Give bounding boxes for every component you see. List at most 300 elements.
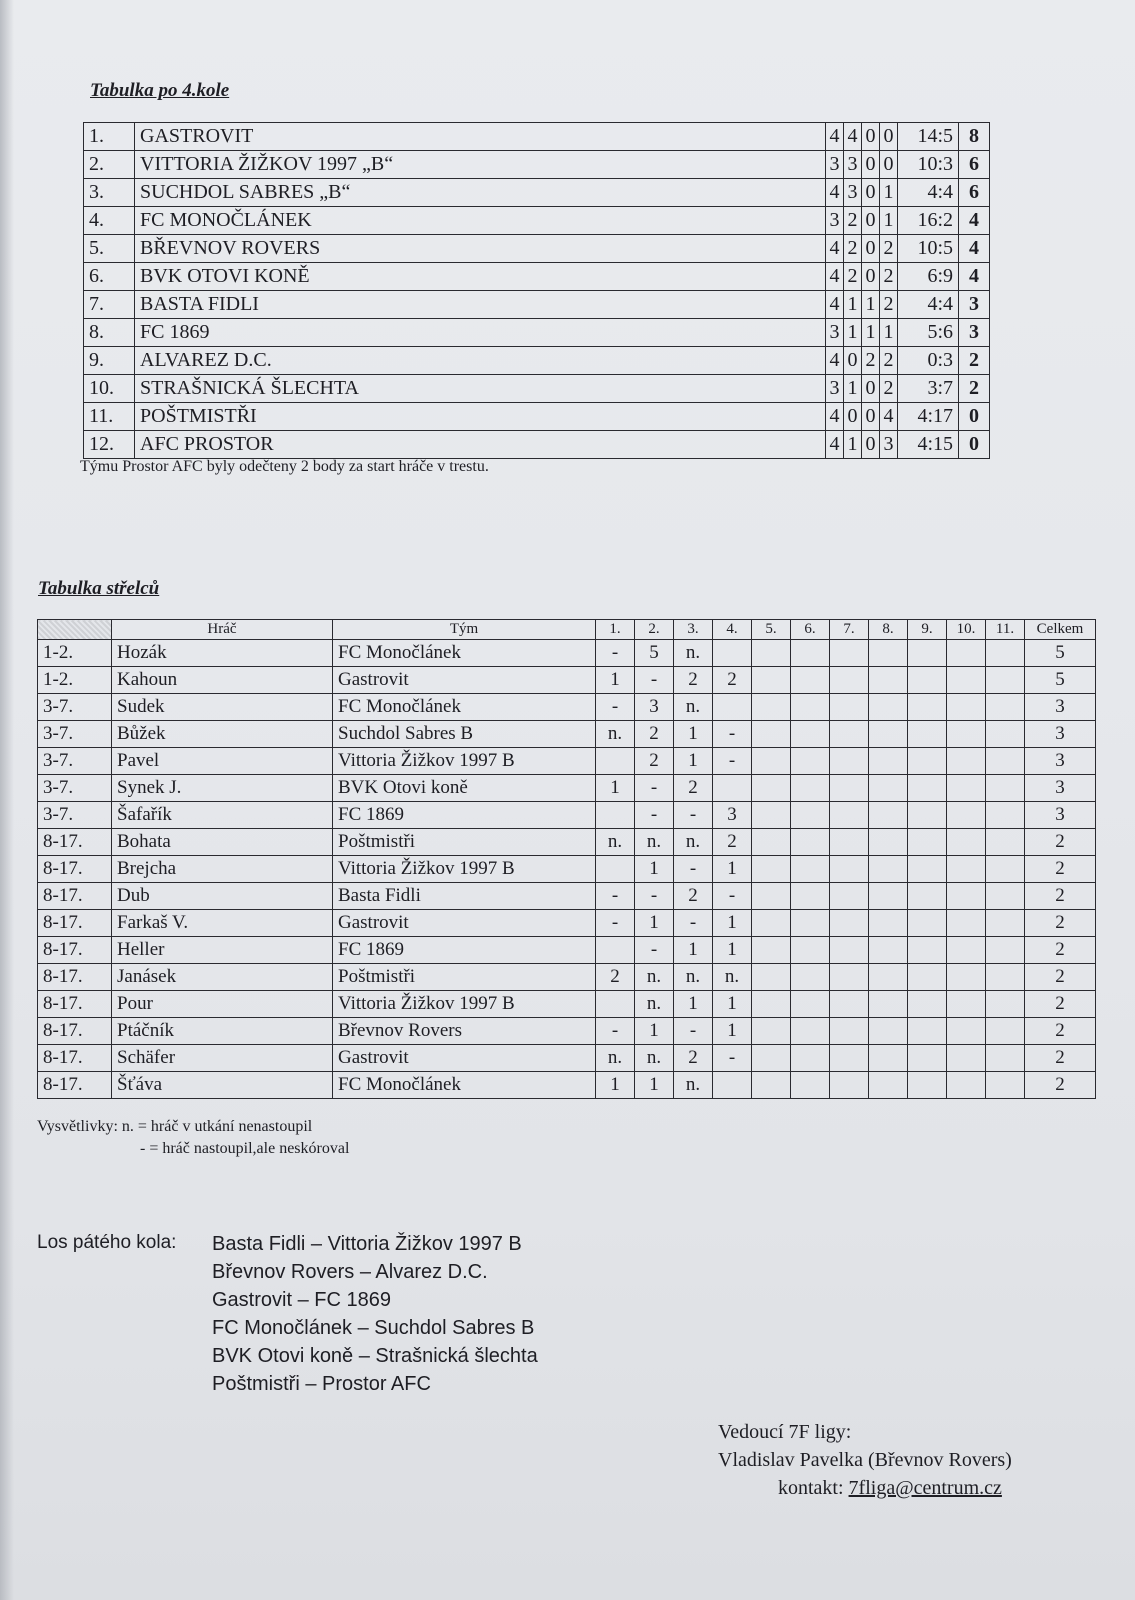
legend-line-2: - = hráč nastoupil,ale neskóroval [140,1140,350,1157]
scorer-round-goals [869,856,908,883]
scorer-round-goals [869,991,908,1018]
scorer-round-goals [830,937,869,964]
scorer-round-goals: n. [713,964,752,991]
league-score: 0:3 [898,347,959,375]
scorer-round-goals [869,802,908,829]
scorer-round-goals [596,748,635,775]
scorer-round-goals [791,721,830,748]
scorer-round-goals: 2 [674,775,713,802]
scorer-round-goals [791,856,830,883]
header-round: 7. [830,620,869,640]
header-round: 6. [791,620,830,640]
scorer-round-goals [986,829,1025,856]
scorer-round-goals: 1 [674,937,713,964]
scorer-round-goals [947,1018,986,1045]
scorer-round-goals [830,829,869,856]
scorer-rank: 8-17. [38,937,112,964]
league-rank: 1. [84,123,135,151]
scorer-round-goals [752,964,791,991]
scorer-round-goals [713,775,752,802]
scorer-total: 2 [1025,964,1096,991]
scorer-round-goals [752,667,791,694]
scorer-row [38,1072,1096,1099]
scorer-round-goals [752,883,791,910]
fixtures-list [212,1230,538,1398]
scorer-round-goals [986,937,1025,964]
scorer-player: Dub [112,883,333,910]
scorer-row [38,991,1096,1018]
scorer-total: 2 [1025,1045,1096,1072]
scorer-round-goals [947,748,986,775]
league-team: BŘEVNOV ROVERS [135,235,826,263]
scorer-rank: 8-17. [38,991,112,1018]
scorer-round-goals [908,694,947,721]
scorer-round-goals: - [674,856,713,883]
header-round: 10. [947,620,986,640]
league-team: AFC PROSTOR [135,431,826,459]
scorer-round-goals [908,640,947,667]
league-losses: 2 [880,347,898,375]
scorer-team: Poštmistři [333,829,596,856]
league-draws: 0 [862,123,880,151]
scorer-round-goals [908,1045,947,1072]
scorer-round-goals [986,721,1025,748]
scorer-round-goals [752,694,791,721]
scorer-player: Ptáčník [112,1018,333,1045]
scorer-round-goals: - [596,640,635,667]
scorer-round-goals: 2 [596,964,635,991]
league-row [84,291,990,319]
scorer-round-goals [908,937,947,964]
fixture-item: Basta Fidli – Vittoria Žižkov 1997 B [212,1233,522,1255]
league-points: 2 [959,375,990,403]
scorer-round-goals [830,991,869,1018]
scorer-round-goals: n. [635,1045,674,1072]
scorer-round-goals [947,1045,986,1072]
fixture-item: Poštmistři – Prostor AFC [212,1373,431,1395]
scorer-round-goals: 1 [596,775,635,802]
scorer-player: Heller [112,937,333,964]
scorer-round-goals: n. [635,964,674,991]
scorer-round-goals [869,748,908,775]
league-wins: 1 [844,431,862,459]
scorer-round-goals [869,1045,908,1072]
scorer-round-goals [752,910,791,937]
scorer-round-goals [752,775,791,802]
scorer-team: Vittoria Žižkov 1997 B [333,856,596,883]
header-round: 4. [713,620,752,640]
league-points: 6 [959,179,990,207]
scorer-round-goals: n. [674,694,713,721]
scorer-round-goals [986,856,1025,883]
league-rank: 3. [84,179,135,207]
scorer-round-goals [986,802,1025,829]
scorer-rank: 3-7. [38,802,112,829]
league-score: 4:17 [898,403,959,431]
league-losses: 4 [880,403,898,431]
scorer-player: Bohata [112,829,333,856]
league-points: 0 [959,403,990,431]
contact-email-link[interactable]: 7fliga@centrum.cz [848,1477,1002,1499]
organizer-name: Vladislav Pavelka (Břevnov Rovers) [718,1449,1012,1471]
scorer-round-goals [791,883,830,910]
scorer-round-goals [908,667,947,694]
scorer-round-goals: 1 [635,910,674,937]
scorer-player: Brejcha [112,856,333,883]
scorer-player: Šťáva [112,1072,333,1099]
scorer-round-goals: 2 [713,667,752,694]
scorer-round-goals [908,991,947,1018]
scorer-row [38,883,1096,910]
league-draws: 0 [862,263,880,291]
scorer-round-goals [830,1072,869,1099]
league-rank: 8. [84,319,135,347]
scorers-table-title: Tabulka střelců [38,578,160,599]
league-played: 4 [826,123,844,151]
scorer-round-goals [830,775,869,802]
scorer-team: Gastrovit [333,910,596,937]
scorer-round-goals [791,640,830,667]
scorer-team: Vittoria Žižkov 1997 B [333,748,596,775]
scorer-round-goals [986,1018,1025,1045]
league-wins: 3 [844,151,862,179]
scorer-total: 5 [1025,667,1096,694]
scorer-round-goals: - [635,937,674,964]
scorer-round-goals [830,667,869,694]
scorer-round-goals [908,964,947,991]
league-row [84,123,990,151]
scorer-total: 3 [1025,694,1096,721]
scorer-round-goals: 1 [674,991,713,1018]
scorer-round-goals [752,721,791,748]
scorer-player: Schäfer [112,1045,333,1072]
scorer-round-goals [791,829,830,856]
scorer-player: Synek J. [112,775,333,802]
league-wins: 2 [844,207,862,235]
scorer-round-goals: - [635,802,674,829]
league-points: 8 [959,123,990,151]
scorer-row [38,775,1096,802]
scorer-round-goals [908,721,947,748]
scorer-round-goals: n. [674,964,713,991]
scorer-round-goals: 1 [635,1018,674,1045]
league-losses: 2 [880,235,898,263]
league-team: GASTROVIT [135,123,826,151]
scorer-rank: 8-17. [38,964,112,991]
header-round: 2. [635,620,674,640]
scorer-round-goals: 1 [713,937,752,964]
league-score: 4:4 [898,291,959,319]
scorer-round-goals [947,910,986,937]
league-rank: 7. [84,291,135,319]
league-points: 4 [959,263,990,291]
scorer-total: 5 [1025,640,1096,667]
league-draws: 0 [862,235,880,263]
scorer-round-goals: n. [674,829,713,856]
scorer-round-goals [908,910,947,937]
league-team: FC 1869 [135,319,826,347]
scorer-round-goals [947,991,986,1018]
league-wins: 1 [844,291,862,319]
league-wins: 0 [844,347,862,375]
league-row [84,431,990,459]
league-played: 3 [826,207,844,235]
scorer-rank: 8-17. [38,1018,112,1045]
scorer-round-goals [908,829,947,856]
scorer-round-goals [869,937,908,964]
scorer-round-goals [830,1045,869,1072]
league-score: 6:9 [898,263,959,291]
league-score: 16:2 [898,207,959,235]
league-wins: 2 [844,263,862,291]
scorer-rank: 8-17. [38,883,112,910]
scorer-round-goals [791,802,830,829]
league-row [84,207,990,235]
scorer-round-goals [947,802,986,829]
league-team: FC MONOČLÁNEK [135,207,826,235]
league-played: 3 [826,151,844,179]
league-losses: 0 [880,151,898,179]
fixture-item: FC Monočlánek – Suchdol Sabres B [212,1317,535,1339]
league-draws: 2 [862,347,880,375]
scorer-round-goals [791,991,830,1018]
legend-n: n. = hráč v utkání nenastoupil [121,1118,313,1135]
league-score: 4:4 [898,179,959,207]
header-round: 9. [908,620,947,640]
scorer-round-goals: - [635,883,674,910]
scorer-row [38,937,1096,964]
league-row [84,263,990,291]
scorer-total: 2 [1025,856,1096,883]
scorer-round-goals: 1 [713,1018,752,1045]
scorer-round-goals: - [635,667,674,694]
league-row [84,375,990,403]
scorer-team: FC Monočlánek [333,1072,596,1099]
scorer-round-goals [791,775,830,802]
scorer-round-goals [869,694,908,721]
scorers-table [37,619,1096,1099]
scorer-round-goals [869,1018,908,1045]
scorer-round-goals [986,991,1025,1018]
scorer-rank: 8-17. [38,1072,112,1099]
scorer-row [38,640,1096,667]
scorer-round-goals [869,964,908,991]
scorer-total: 3 [1025,721,1096,748]
league-score: 3:7 [898,375,959,403]
scorer-rank: 8-17. [38,829,112,856]
scorer-round-goals: 2 [635,748,674,775]
league-rank: 6. [84,263,135,291]
scorer-team: FC Monočlánek [333,694,596,721]
scorer-round-goals [869,910,908,937]
scorer-player: Sudek [112,694,333,721]
scorer-round-goals [869,721,908,748]
scorer-round-goals [752,1045,791,1072]
scorer-round-goals [830,910,869,937]
scorer-rank: 3-7. [38,694,112,721]
scorer-round-goals: - [674,1018,713,1045]
scorer-round-goals [869,775,908,802]
league-wins: 4 [844,123,862,151]
scorer-round-goals: - [713,883,752,910]
scorer-round-goals [830,802,869,829]
scorer-round-goals [947,721,986,748]
scorer-round-goals: - [596,1018,635,1045]
scorer-round-goals [791,1072,830,1099]
scorer-round-goals [908,775,947,802]
scorer-round-goals [830,1018,869,1045]
scorer-round-goals: 1 [635,1072,674,1099]
scorer-round-goals [752,640,791,667]
league-losses: 3 [880,431,898,459]
scorer-round-goals: n. [674,640,713,667]
scorer-round-goals [986,694,1025,721]
scorer-round-goals [986,1045,1025,1072]
scorer-round-goals [791,964,830,991]
header-round: 8. [869,620,908,640]
league-wins: 3 [844,179,862,207]
scorer-round-goals [791,910,830,937]
scorer-round-goals [908,883,947,910]
league-draws: 0 [862,179,880,207]
scorer-round-goals: 2 [635,721,674,748]
scorer-round-goals: 5 [635,640,674,667]
scorer-rank: 8-17. [38,1045,112,1072]
scorer-round-goals: - [596,910,635,937]
scorer-round-goals [947,937,986,964]
scorer-team: Poštmistři [333,964,596,991]
scorer-row [38,748,1096,775]
scorer-round-goals: n. [635,829,674,856]
scorer-round-goals: - [713,721,752,748]
scorers-header-row [38,620,1096,640]
scorer-round-goals: 1 [713,910,752,937]
league-rank: 10. [84,375,135,403]
league-points: 3 [959,291,990,319]
scorer-team: Gastrovit [333,667,596,694]
scorer-round-goals: n. [596,829,635,856]
league-draws: 0 [862,375,880,403]
scorer-round-goals [947,694,986,721]
scorer-round-goals [947,667,986,694]
scorer-row [38,910,1096,937]
league-played: 3 [826,375,844,403]
league-team: BASTA FIDLI [135,291,826,319]
scorer-round-goals: 3 [635,694,674,721]
league-score: 10:5 [898,235,959,263]
scorer-round-goals [869,1072,908,1099]
league-draws: 1 [862,319,880,347]
scorer-round-goals: - [713,748,752,775]
scorer-round-goals [947,964,986,991]
scorer-rank: 8-17. [38,856,112,883]
scorer-round-goals [713,694,752,721]
scorer-round-goals [947,829,986,856]
league-draws: 0 [862,403,880,431]
league-score: 4:15 [898,431,959,459]
scorer-round-goals [752,1018,791,1045]
league-note: Týmu Prostor AFC byly odečteny 2 body za start hráče v trestu. [80,458,489,475]
scorer-round-goals: 2 [713,829,752,856]
league-played: 4 [826,403,844,431]
scorer-round-goals [791,748,830,775]
scorer-round-goals [947,640,986,667]
scorer-player: Pavel [112,748,333,775]
scorer-round-goals [752,856,791,883]
scorer-row [38,829,1096,856]
scorer-round-goals [791,1018,830,1045]
scorer-rank: 8-17. [38,910,112,937]
scorer-round-goals [713,640,752,667]
scorer-round-goals [947,1072,986,1099]
scorer-round-goals [791,667,830,694]
scorer-round-goals: - [596,883,635,910]
scorer-round-goals: 1 [635,856,674,883]
scorer-round-goals: - [635,775,674,802]
scorer-team: Vittoria Žižkov 1997 B [333,991,596,1018]
scorer-round-goals [908,1072,947,1099]
scorer-round-goals [986,640,1025,667]
scorer-total: 3 [1025,775,1096,802]
paper-edge-shadow [0,0,14,1600]
league-row [84,347,990,375]
scorer-round-goals [596,937,635,964]
scorer-round-goals: n. [596,721,635,748]
fixture-item: Břevnov Rovers – Alvarez D.C. [212,1261,488,1283]
scorer-round-goals [830,964,869,991]
header-round: 5. [752,620,791,640]
scorer-round-goals: - [674,802,713,829]
scorer-team: Gastrovit [333,1045,596,1072]
scorer-player: Janásek [112,964,333,991]
league-rank: 4. [84,207,135,235]
scorer-round-goals [752,802,791,829]
header-round: 11. [986,620,1025,640]
scorer-team: Basta Fidli [333,883,596,910]
scorer-rank: 3-7. [38,721,112,748]
league-table [83,122,990,459]
scorer-player: Kahoun [112,667,333,694]
scorer-total: 2 [1025,991,1096,1018]
organizer-heading: Vedoucí 7F ligy: [718,1421,852,1443]
scorer-team: Břevnov Rovers [333,1018,596,1045]
league-table-title: Tabulka po 4.kole [90,80,230,101]
scorer-round-goals [869,883,908,910]
fixture-item: Gastrovit – FC 1869 [212,1289,391,1311]
scorer-total: 3 [1025,748,1096,775]
scorer-round-goals [596,991,635,1018]
scorer-player: Farkaš V. [112,910,333,937]
scorer-row [38,1045,1096,1072]
league-played: 4 [826,179,844,207]
scorer-team: FC Monočlánek [333,640,596,667]
scorer-round-goals [830,748,869,775]
scorer-total: 3 [1025,802,1096,829]
scorer-round-goals [752,1072,791,1099]
league-losses: 2 [880,291,898,319]
scorer-player: Šafařík [112,802,333,829]
league-score: 5:6 [898,319,959,347]
league-losses: 1 [880,179,898,207]
scorer-round-goals: n. [635,991,674,1018]
league-losses: 0 [880,123,898,151]
scorer-team: FC 1869 [333,937,596,964]
scorer-team: FC 1869 [333,802,596,829]
league-losses: 2 [880,263,898,291]
scorer-round-goals: 1 [674,721,713,748]
league-points: 3 [959,319,990,347]
league-wins: 1 [844,319,862,347]
